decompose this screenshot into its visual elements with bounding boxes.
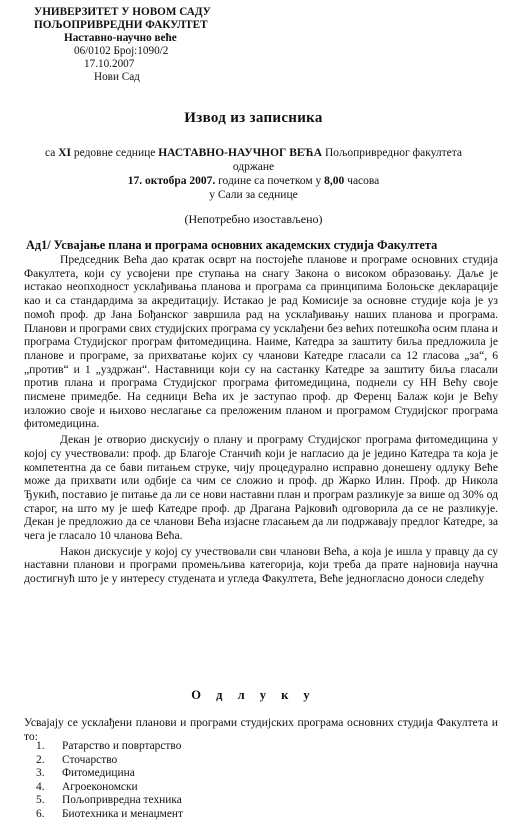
decision-text: Усвајају се усклађени планови и програми студијских програма основних студија Факултета и то: [24, 716, 498, 743]
meeting-place: у Сали за седнице [209, 189, 298, 201]
program-list [36, 740, 183, 822]
university-name: УНИВЕРЗИТЕТ У НОВОМ САДУ [34, 6, 211, 18]
document-city: Нови Сад [94, 71, 140, 83]
list-item: 4. Агроекономски [36, 780, 138, 793]
document-title: Извод из записника [184, 110, 323, 126]
list-item: 1. Ратарство и повртарство [36, 740, 182, 752]
minutes-body [24, 253, 498, 588]
document-date: 17.10.2007 [84, 58, 135, 70]
list-item: 2. Сточарство [36, 753, 118, 766]
session-number: XI [58, 147, 71, 159]
document-number: 06/0102 Број:1090/2 [74, 45, 169, 57]
meeting-text: године са почетком у [215, 175, 325, 187]
decision-heading: О д л у к у [191, 688, 316, 702]
meeting-time: 8,00 [324, 175, 345, 187]
omitted-note: (Непотребно изостављено) [184, 212, 323, 226]
list-item: 6. Биотехника и менаџмент [36, 807, 184, 820]
meeting-info [0, 146, 507, 202]
paragraph: Након дискусије у којој су учествовали сви чланови Већа, а која је ишла у правцу да су наставни планови и програми промењљива категорија, који треба да прате најновија научна достигнућ што је у интересу студената и угледа Факултета, Веће једногласно доноси следећу [24, 544, 498, 586]
paragraph: Председник Већа дао кратак осврт на постојеће планове и програме основних студија Факултета, који су усвојени пре ступања на снагу Закона о високом образовању. Даље је истакао неопходност усклађивања планова и програма са принципима Болоњске декларације као и са стандардима за акредитацију. Истакао је рад Комисије за основне студије која је уз помоћ проф. др Јана Бођанског завршила рад на усклађивању наших планова и програма. Планови и програми свих студијских програма су усклађени без већих потешкоћа осим плана и програма Студијског програм фитомедицина. Наиме, Катедра за заштиту биља предложила је планове и програме, за прихватање којих су чланови Катедре гласали са 12 гласова „за“, 6 „против“ и 1 „уздржан“. Наставници који су на састанку Катедре за заштиту биља гласали против плана и програма Студијског програма фитомедицина, поднели су НН Већу своје писмене примедбе. На седници Већа их је заступао проф. др Ференц Балаж који је Већу изложио своје и њихово неслагање са преложеним планом и програмом Студијског програма фитомедицина. [24, 253, 498, 431]
list-item: 5. Пољопривредна техника [36, 794, 182, 807]
meeting-held: одржане [232, 161, 275, 173]
list-item: 3. Фитомедицина [36, 767, 135, 780]
letterhead [34, 6, 211, 84]
faculty-name: ПОЉОПРИВРЕДНИ ФАКУЛТЕТ [34, 19, 208, 31]
meeting-date: 17. октобра 2007. [127, 175, 216, 187]
section-title: Ад1/ Усвајање плана и програма основних академских студија Факултета [26, 238, 438, 252]
council-title: НАСТАВНО-НАУЧНОГ ВЕЋА [158, 147, 323, 159]
meeting-text: часова [344, 175, 380, 187]
paragraph: Декан је отворио дискусију о плану и програму Студијског програма фитомедицина у којој су учествовали: проф. др Благоје Станчић који је нагласио да је једино Катедра та која је компетентна да се бави питањем струке, чију процедурално исправно донешену одлуку Веће може да прихвати или одбије са чим се сложио и проф. др Жарко Илин. Проф. др Никола Ђукић, поставио је питање да ли се нови наставни план и програм разликује за више од 30% од старог, на што му је шеф Катедре проф. др Драгана Рајковић одговорила да се не разликује. Декан је предложио да се чланови Већа изјасне гласањем да ли подржавају предлог Катедре, за чега је гласало 10 чланова Већа. [24, 433, 498, 543]
meeting-text: са [44, 147, 59, 159]
meeting-text: редовне седнице [71, 147, 159, 159]
meeting-text: Пољопривредног факултета [322, 147, 463, 159]
council-name: Наставно-научно веће [64, 32, 177, 44]
